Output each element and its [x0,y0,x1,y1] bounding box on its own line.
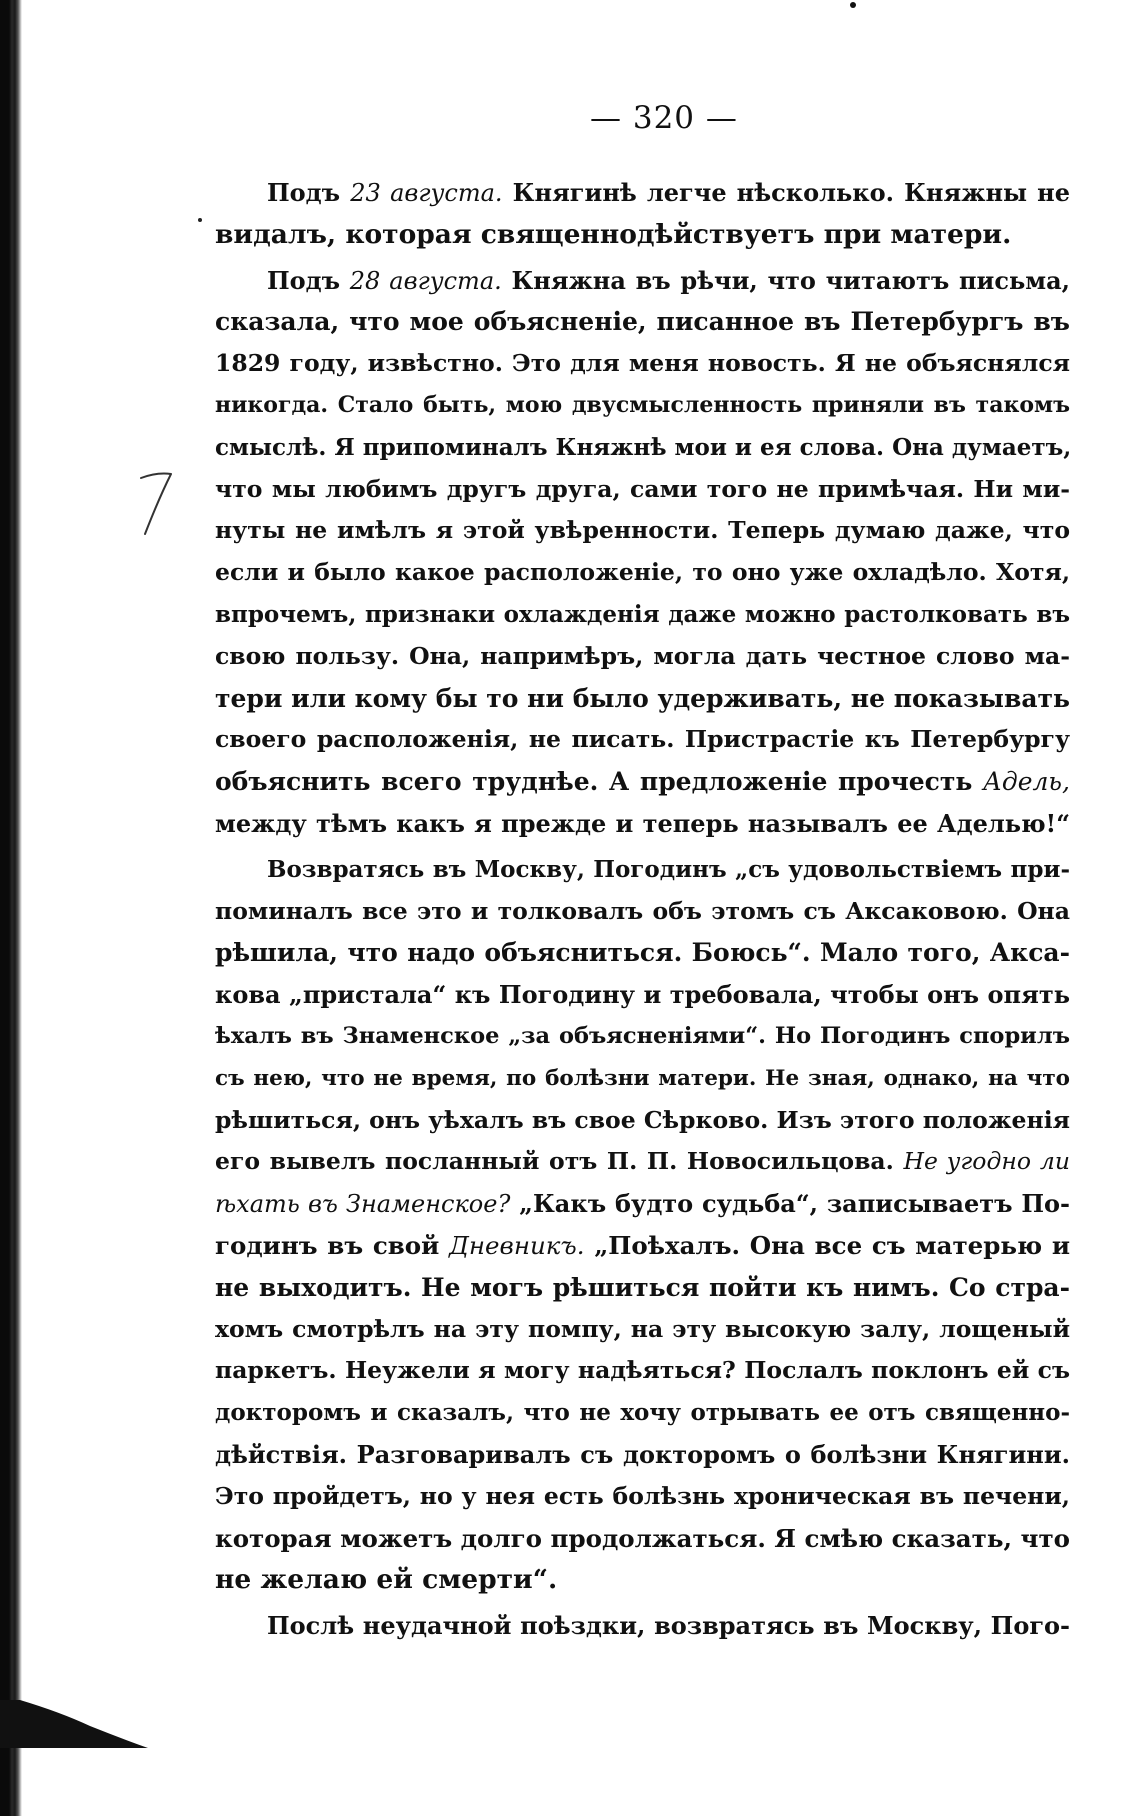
margin-pencil-mark [135,468,185,538]
text-line: его вывелъ посланный отъ П. П. Новосильцова. Не угодно ли [215,1147,1070,1176]
text-line: впрочемъ, признаки охлажденія даже можно растолковать въ [215,600,1070,628]
text-line: Подъ 28 августа. Княжна въ рѣчи, что читаютъ письма, [267,265,1070,295]
text-line: 1829 году, извѣстно. Это для меня новость. Я не объяснялся [215,349,1070,378]
ink-speck [198,218,202,222]
text-line: объяснить всего труднѣе. А предложеніе прочесть Адель, [215,767,1070,797]
text-line: между тѣмъ какъ я прежде и теперь называлъ ее Аделью!“ [215,808,1070,838]
text-line: докторомъ и сказалъ, что не хочу отрывать ее отъ священно- [215,1399,1070,1427]
text-line: если и было какое расположеніе, то оно уже охладѣло. Хотя, [215,558,1070,587]
page-number: — 320 — [590,100,738,136]
text-line: не выходитъ. Не могъ рѣшиться пойти къ нимъ. Со стра- [215,1272,1070,1302]
text-line: что мы любимъ другъ друга, сами того не примѣчая. Ни ми- [215,474,1070,503]
text-line: Это пройдетъ, но у нея есть болѣзнь хроническая въ печени, [215,1481,1070,1510]
text-line: рѣшиться, онъ уѣхалъ въ свое Сѣрково. Изъ этого положенія [215,1105,1070,1134]
body-text [215,172,1070,1647]
text-line: своего расположенія, не писать. Пристрастіе къ Петербургу [215,725,1070,754]
binding-gutter [0,0,22,1816]
text-line: Послѣ неудачной поѣздки, возвратясь въ Москву, Пого- [267,1611,1070,1641]
text-line: годинъ въ свой Дневникъ. „Поѣхалъ. Она все съ матерью и [215,1230,1070,1260]
text-line: тери или кому бы то ни было удерживать, не показывать [215,683,1070,713]
binding-shadow [0,1700,150,1750]
text-line: поминалъ все это и толковалъ объ этомъ съ Аксаковою. Она [215,896,1070,925]
text-line: ѣхать въ Знаменское? „Какъ будто судьба“, записываетъ По- [215,1189,1071,1219]
text-line: никогда. Стало быть, мою двусмысленность приняли въ такомъ [215,391,1070,418]
text-line: Возвратясь въ Москву, Погодинъ „съ удовольствіемъ при- [267,855,1070,883]
text-line: смыслѣ. Я припоминалъ Княжнѣ мои и ея слова. Она думаетъ, [215,433,1072,461]
text-line: видалъ, которая священнодѣйствуетъ при матери. [215,218,1012,250]
text-line: сказала, что мое объясненіе, писанное въ Петербургъ въ [215,307,1070,337]
text-line: паркетъ. Неужели я могу надѣяться? Послалъ поклонъ ей съ [215,1356,1070,1385]
text-line: не желаю ей смерти“. [215,1564,558,1596]
ink-speck [850,2,856,8]
text-line: рѣшила, что надо объясниться. Боюсь“. Мало того, Акса- [215,938,1070,968]
text-line: хомъ смотрѣлъ на эту помпу, на эту высокую залу, лощеный [215,1314,1070,1343]
text-line: ѣхалъ въ Знаменское „за объясненіями“. Но Погодинъ спорилъ [215,1022,1070,1049]
text-line: нуты не имѣлъ я этой увѣренности. Теперь думаю даже, что [215,516,1070,545]
text-line: которая можетъ долго продолжаться. Я смѣю сказать, что [215,1523,1070,1553]
text-line: свою пользу. Она, напримѣръ, могла дать честное слово ма- [215,641,1070,670]
text-line: кова „пристала“ къ Погодину и требовала, чтобы онъ опять [215,980,1070,1010]
text-line: съ нею, что не время, по болѣзни матери. Не зная, однако, на что [215,1065,1070,1091]
text-line: Подъ 23 августа. Княгинѣ легче нѣсколько. Княжны не [267,178,1071,207]
text-line: дѣйствія. Разговаривалъ съ докторомъ о болѣзни Княгини. [215,1439,1070,1469]
